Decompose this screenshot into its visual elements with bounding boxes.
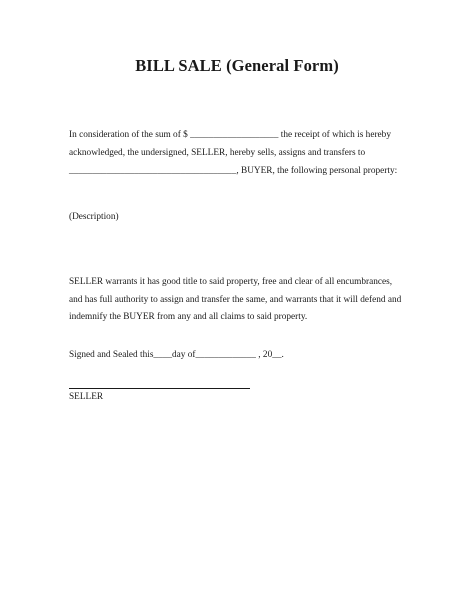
document-title: BILL SALE (General Form) — [135, 56, 339, 75]
warranty-line-1: SELLER warrants it has good title to said property, free and clear of all encumbrances, — [69, 277, 393, 287]
seller-signature-line — [69, 388, 250, 389]
consideration-line-2: acknowledged, the undersigned, SELLER, hereby sells, assigns and transfers to — [69, 148, 366, 158]
consideration-line-3: ____________________________________, BUYER, the following personal property: — [69, 166, 398, 176]
consideration-line-1: In consideration of the sum of $ ___________________ the receipt of which is hereby — [69, 130, 391, 140]
warranty-line-2: and has full authority to assign and transfer the same, and warrants that it will defend and — [69, 295, 402, 305]
warranty-line-3: indemnify the BUYER from any and all claims to said property. — [69, 312, 308, 322]
seller-signature-label: SELLER — [69, 392, 104, 402]
signed-and-sealed-line: Signed and Sealed this____day of_____________ , 20__. — [69, 350, 284, 360]
description-label: (Description) — [69, 212, 119, 222]
